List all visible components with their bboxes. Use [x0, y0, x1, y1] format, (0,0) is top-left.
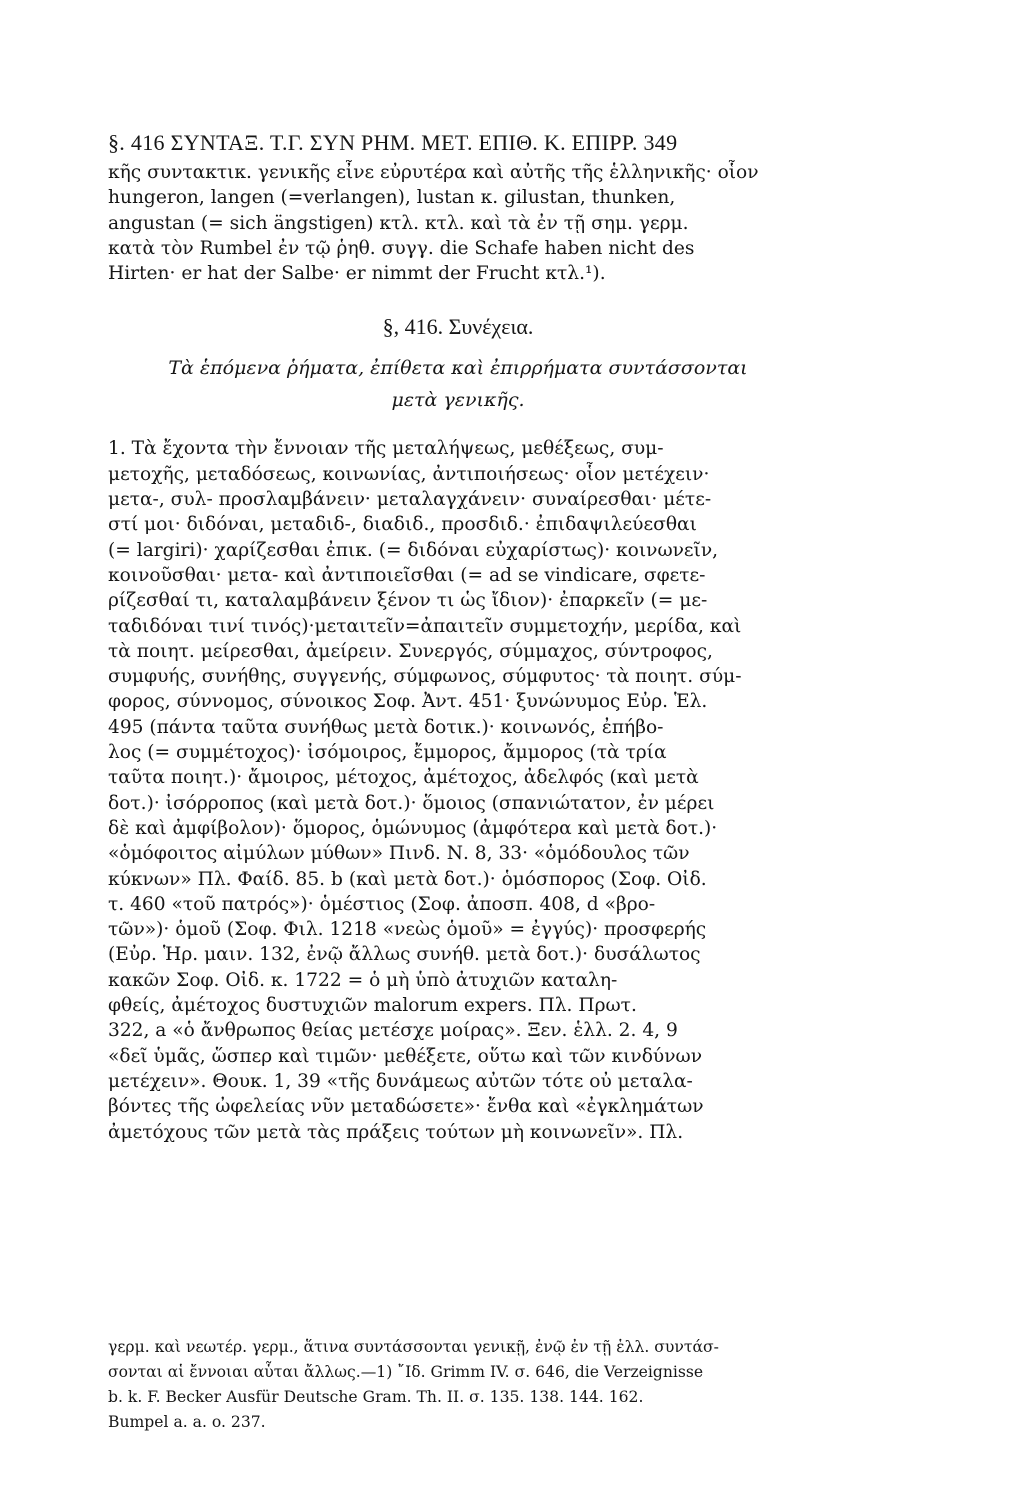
text-line: ταῦτα ποιητ.)· ἄμοιρος, μέτοχος, ἀμέτοχος, ἀδελφός (καὶ μετὰ: [108, 767, 699, 789]
text-line: δοτ.)· ἰσόρροπος (καὶ μετὰ δοτ.)· ὅμοιος (σπανιώτατον, ἐν μέρει: [108, 792, 715, 814]
running-head: §. 416 ΣΥΝΤΑΞ. Τ.Γ. ΣΥΝ ΡΗΜ. ΜΕΤ. ΕΠΙΘ. Κ. ΕΠΙΡΡ. 349: [108, 130, 678, 155]
text-line: τ. 460 «τοῦ πατρός»)· ὁμέστιος (Σοφ. ἀποσπ. 408, d «βρο-: [108, 893, 656, 915]
text-line: τὰ ποιητ. μείρεσθαι, ἀμείρειν. Συνεργός, σύμμαχος, σύντροφος,: [108, 640, 713, 662]
text-line: angustan (= sich ängstigen) κτλ. κτλ. καὶ τὰ ἐν τῇ σημ. γερμ.: [108, 212, 689, 234]
text-line: στί μοι· διδόναι, μεταδιδ-, διαδιδ., προσδιδ.· ἐπιδαψιλεύεσθαι: [108, 514, 697, 536]
footnote-line: b. k. F. Becker Ausfür Deutsche Gram. Th. II. σ. 135. 138. 144. 162.: [108, 1388, 644, 1406]
footnote-line: Bumpel a. a. o. 237.: [108, 1413, 266, 1431]
text-line: μετέχειν». Θουκ. 1, 39 «τῆς δυνάμεως αὐτῶν τότε οὐ μεταλα-: [108, 1070, 693, 1092]
text-line: ρίζεσθαί τι, καταλαμβάνειν ξένον τι ὡς ἴδιον)· ἐπαρκεῖν (= με-: [108, 590, 708, 612]
main-body-text: [108, 436, 808, 1144]
text-line: βόντες τῆς ὠφελείας νῦν μεταδώσετε»· ἔνθα καὶ «ἐγκλημάτων: [108, 1096, 704, 1118]
text-line: «δεῖ ὑμᾶς, ὥσπερ καὶ τιμῶν· μεθέξετε, οὕτω καὶ τῶν κινδύνων: [108, 1045, 702, 1067]
text-line: συμφυής, συνήθης, συγγενής, σύμφωνος, σύμφυτος· τὰ ποιητ. σύμ-: [108, 666, 742, 688]
text-line: λος (= συμμέτοχος)· ἰσόμοιρος, ἔμμορος, ἄμμορος (τὰ τρία: [108, 742, 667, 764]
footnote-line: γερμ. καὶ νεωτέρ. γερμ., ἅτινα συντάσσονται γενικῇ, ἐνῷ ἐν τῇ ἑλλ. συντάσ-: [108, 1338, 719, 1356]
text-line: ταδιδόναι τινί τινός)·μεταιτεῖν=ἀπαιτεῖν συμμετοχήν, μερίδα, καὶ: [108, 615, 742, 637]
text-line: φορος, σύννομος, σύνοικος Σοφ. Ἀντ. 451· ξυνώνυμος Εὐρ. Ἑλ.: [108, 691, 708, 713]
text-line: φθείς, ἀμέτοχος δυστυχιῶν malorum expers. Πλ. Πρωτ.: [108, 995, 637, 1017]
text-line: hungeron, langen (=verlangen), lustan κ. gilustan, thunken,: [108, 187, 676, 209]
text-line: μετοχῆς, μεταδόσεως, κοινωνίας, ἀντιποιήσεως· οἷον μετέχειν·: [108, 463, 710, 485]
subtitle-line: Τὰ ἑπόμενα ῥήματα, ἐπίθετα καὶ ἐπιρρήματα συντάσσονται: [168, 357, 748, 380]
text-line: τῶν»)· ὁμοῦ (Σοφ. Φιλ. 1218 «νεὼς ὁμοῦ» = ἐγγύς)· προσφερής: [108, 919, 707, 941]
text-line: Hirten· er hat der Salbe· er nimmt der Frucht κτλ.¹).: [108, 263, 606, 285]
footnote-line: σονται αἱ ἔννοιαι αὗται ἄλλως.—1) ῎Ιδ. Grimm IV. σ. 646, die Verzeignisse: [108, 1363, 704, 1381]
page-content: [108, 128, 808, 1145]
text-line: (Εὐρ. Ἡρ. μαιν. 132, ἐνῷ ἄλλως συνήθ. μετὰ δοτ.)· δυσάλωτος: [108, 944, 701, 966]
text-line: κῆς συντακτικ. γενικῆς εἶνε εὐρυτέρα καὶ αὐτῆς τῆς ἑλληνικῆς· οἷον: [108, 162, 759, 183]
subtitle-line: μετὰ γενικῆς.: [391, 389, 525, 412]
text-line: 322, a «ὁ ἄνθρωπος θείας μετέσχε μοίρας». Ξεν. ἑλλ. 2. 4, 9: [108, 1020, 678, 1042]
intro-paragraph: [108, 160, 808, 286]
text-line: δὲ καὶ ἀμφίβολον)· ὅμορος, ὁμώνυμος (ἀμφότερα καὶ μετὰ δοτ.)·: [108, 817, 718, 839]
text-line: μετα-, συλ- προσλαμβάνειν· μεταλαγχάνειν· συναίρεσθαι· μέτε-: [108, 489, 712, 511]
text-line: 1. Τὰ ἔχοντα τὴν ἔννοιαν τῆς μεταλήψεως, μεθέξεως, συμ-: [108, 438, 664, 460]
section-heading: §, 416. Συνέχεια.: [382, 314, 534, 340]
text-line: (= largiri)· χαρίζεσθαι ἐπικ. (= διδόναι εὐχαρίστως)· κοινωνεῖν,: [108, 539, 719, 561]
text-line: 495 (πάντα ταῦτα συνήθως μετὰ δοτικ.)· κοινωνός, ἐπήβο-: [108, 716, 664, 738]
text-line: κοινοῦσθαι· μετα- καὶ ἀντιποιεῖσθαι (= ad se vindicare, σφετε-: [108, 564, 706, 586]
text-line: κατὰ τὸν Rumbel ἐν τῷ ῥηθ. συγγ. die Schafe haben nicht des: [108, 237, 695, 259]
text-line: κύκνων» Πλ. Φαίδ. 85. b (καὶ μετὰ δοτ.)· ὁμόσπορος (Σοφ. Οἰδ.: [108, 868, 707, 890]
text-line: «ὁμόφοιτος αἰμύλων μύθων» Πινδ. Ν. 8, 33· «ὁμόδουλος τῶν: [108, 843, 690, 865]
section-subtitle: [108, 352, 808, 416]
footnotes: [108, 1335, 808, 1435]
text-line: κακῶν Σοφ. Οἰδ. κ. 1722 = ὁ μὴ ὑπὸ ἀτυχιῶν καταλη-: [108, 969, 618, 991]
text-line: ἀμετόχους τῶν μετὰ τὰς πράξεις τούτων μὴ κοινωνεῖν». Πλ.: [108, 1121, 684, 1143]
